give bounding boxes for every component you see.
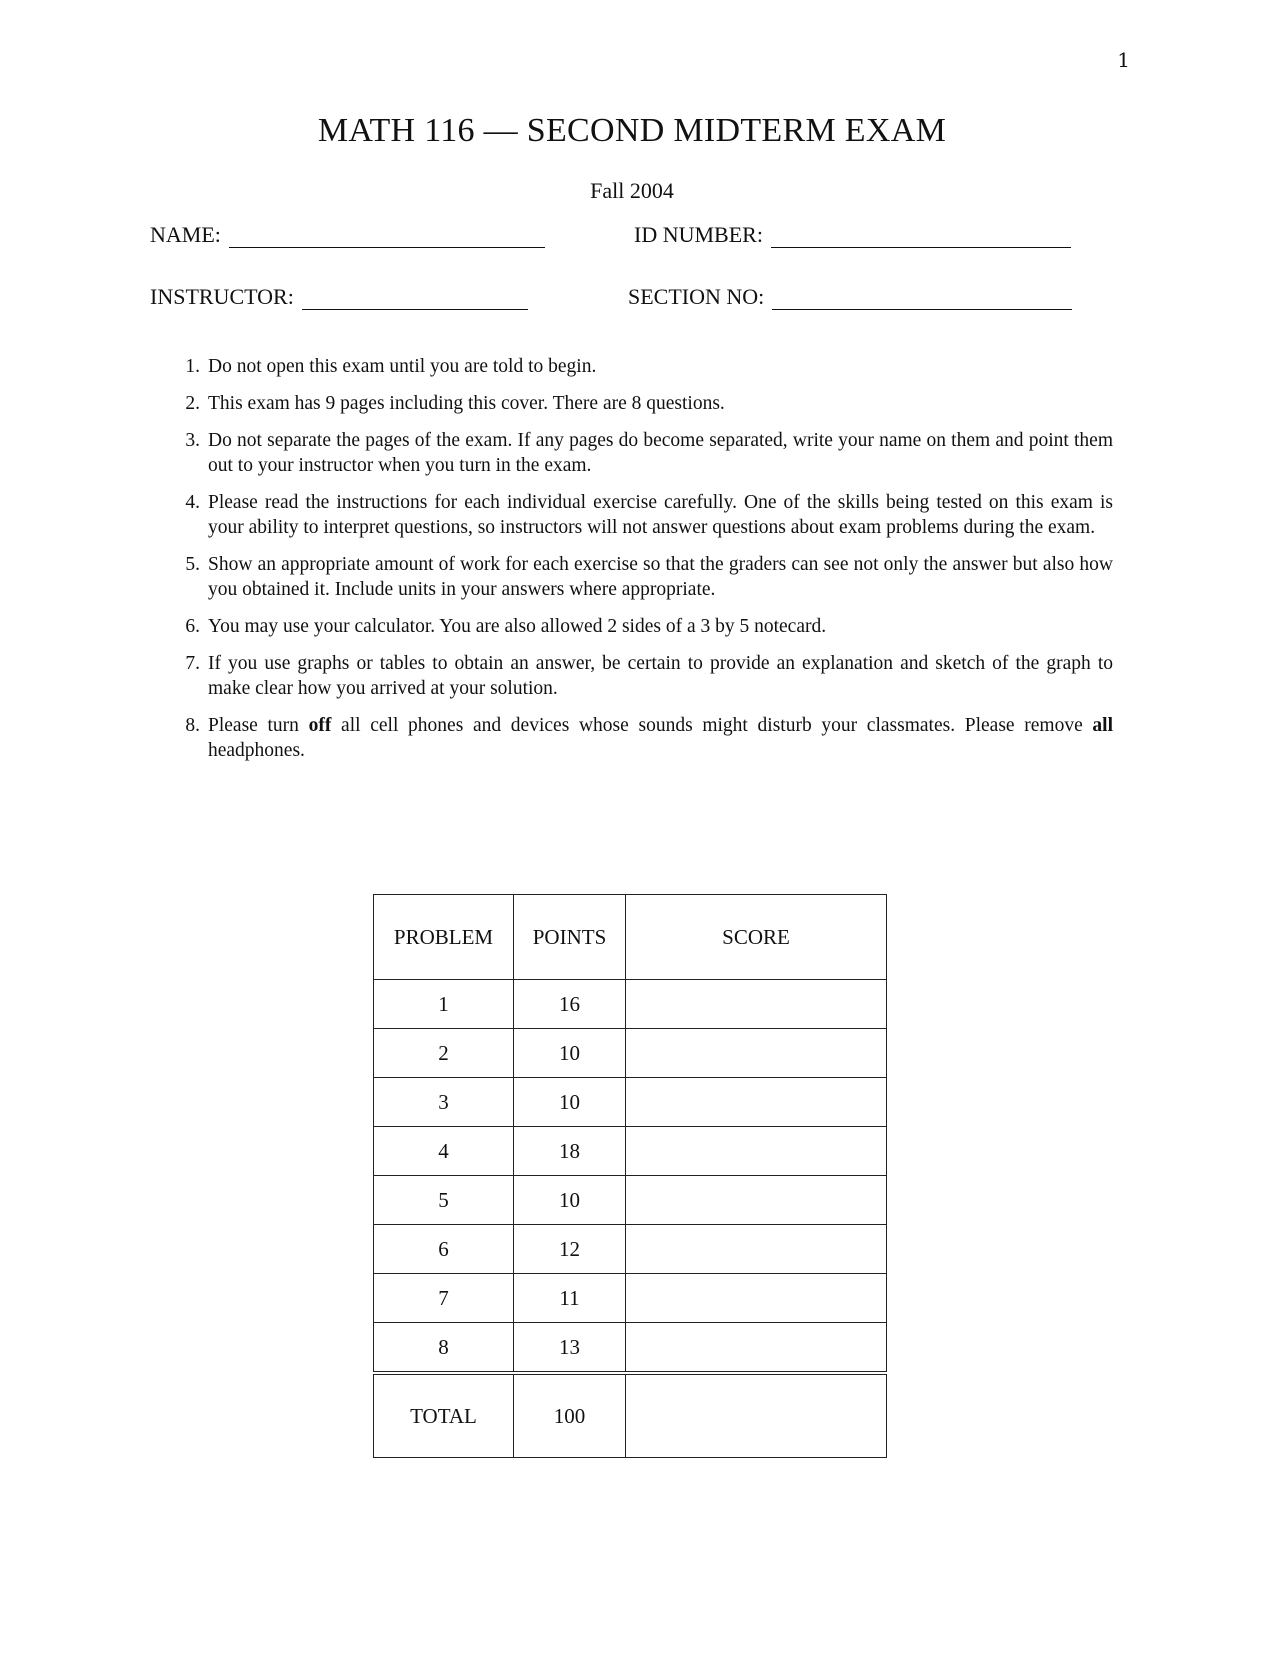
instruction-item bbox=[176, 490, 1113, 540]
points-cell: 11 bbox=[514, 1274, 626, 1323]
problem-cell: 4 bbox=[374, 1127, 514, 1176]
score-cell[interactable] bbox=[626, 1274, 887, 1323]
points-cell: 12 bbox=[514, 1225, 626, 1274]
score-cell[interactable] bbox=[626, 1323, 887, 1374]
id-number-label: ID NUMBER: bbox=[634, 222, 763, 247]
instruction-item bbox=[176, 713, 1113, 763]
table-row bbox=[374, 1274, 887, 1323]
instructor-field[interactable] bbox=[150, 284, 528, 310]
id-number-blank-line[interactable] bbox=[771, 229, 1071, 248]
instruction-text: Do not separate the pages of the exam. If any pages do become separated, write your name on them and point them out to your instructor when you turn in the exam. bbox=[208, 430, 1113, 476]
problem-cell: 8 bbox=[374, 1323, 514, 1374]
section-no-label: SECTION NO: bbox=[628, 284, 765, 309]
problem-cell: 1 bbox=[374, 980, 514, 1029]
instruction-number: 7. bbox=[185, 653, 200, 674]
section-no-field[interactable] bbox=[628, 284, 1072, 310]
instructions-list bbox=[176, 354, 1113, 775]
instruction-emphasis-all: all bbox=[1092, 715, 1113, 736]
instruction-item bbox=[176, 428, 1113, 478]
instruction-number: 1. bbox=[185, 356, 200, 377]
instruction-text: This exam has 9 pages including this cover. There are 8 questions. bbox=[208, 393, 725, 414]
score-cell[interactable] bbox=[626, 1078, 887, 1127]
table-header-row bbox=[374, 895, 887, 980]
instruction-text: If you use graphs or tables to obtain an answer, be certain to provide an explanation and sketch of the graph to make clear how you arrived at your solution. bbox=[208, 653, 1113, 699]
points-cell: 16 bbox=[514, 980, 626, 1029]
table-row bbox=[374, 1078, 887, 1127]
instruction-emphasis-off: off bbox=[308, 715, 332, 736]
table-row bbox=[374, 1225, 887, 1274]
instruction-item bbox=[176, 552, 1113, 602]
instructor-label: INSTRUCTOR: bbox=[150, 284, 294, 309]
table-row bbox=[374, 980, 887, 1029]
section-no-blank-line[interactable] bbox=[772, 291, 1072, 310]
instruction-item bbox=[176, 354, 1113, 379]
total-score-cell[interactable] bbox=[626, 1373, 887, 1458]
instruction-number: 2. bbox=[185, 393, 200, 414]
name-blank-line[interactable] bbox=[229, 229, 545, 248]
table-row bbox=[374, 1323, 887, 1374]
table-row bbox=[374, 1127, 887, 1176]
problem-cell: 6 bbox=[374, 1225, 514, 1274]
points-cell: 10 bbox=[514, 1029, 626, 1078]
exam-term: Fall 2004 bbox=[590, 178, 674, 203]
page-number: 1 bbox=[1117, 48, 1130, 72]
problem-cell: 2 bbox=[374, 1029, 514, 1078]
total-label-cell: TOTAL bbox=[374, 1373, 514, 1458]
points-cell: 18 bbox=[514, 1127, 626, 1176]
instruction-text: Show an appropriate amount of work for each exercise so that the graders can see not only the answer but also how you obtained it. Include units in your answers where appropriate. bbox=[208, 554, 1113, 600]
exam-title: MATH 116 — SECOND MIDTERM EXAM bbox=[317, 112, 947, 149]
score-table bbox=[373, 894, 887, 1458]
instruction-text-part: Please turn bbox=[208, 715, 309, 736]
instruction-text: Please read the instructions for each individual exercise carefully. One of the skills being tested on this exam is your ability to interpret questions, so instructors will not answer questions about exam problems during the exam. bbox=[208, 492, 1113, 538]
score-cell[interactable] bbox=[626, 1176, 887, 1225]
name-field[interactable] bbox=[150, 222, 545, 248]
instruction-item bbox=[176, 614, 1113, 639]
score-cell[interactable] bbox=[626, 1127, 887, 1176]
instruction-text: Do not open this exam until you are told to begin. bbox=[208, 356, 597, 377]
instruction-item bbox=[176, 651, 1113, 701]
instruction-number: 8. bbox=[185, 715, 200, 736]
table-row bbox=[374, 1029, 887, 1078]
points-cell: 10 bbox=[514, 1176, 626, 1225]
id-number-field[interactable] bbox=[634, 222, 1071, 248]
instruction-number: 6. bbox=[185, 616, 200, 637]
total-points-cell: 100 bbox=[514, 1373, 626, 1458]
instruction-text-part: headphones. bbox=[208, 740, 305, 761]
problem-cell: 5 bbox=[374, 1176, 514, 1225]
table-row bbox=[374, 1176, 887, 1225]
problem-cell: 7 bbox=[374, 1274, 514, 1323]
instruction-text-part: all cell phones and devices whose sounds might disturb your classmates. Please remove bbox=[331, 715, 1093, 736]
score-cell[interactable] bbox=[626, 1225, 887, 1274]
instruction-item bbox=[176, 391, 1113, 416]
total-row bbox=[374, 1373, 887, 1458]
points-cell: 10 bbox=[514, 1078, 626, 1127]
instructor-blank-line[interactable] bbox=[302, 291, 528, 310]
score-cell[interactable] bbox=[626, 980, 887, 1029]
problem-cell: 3 bbox=[374, 1078, 514, 1127]
column-header-problem: PROBLEM bbox=[374, 895, 514, 980]
points-cell: 13 bbox=[514, 1323, 626, 1374]
instruction-number: 5. bbox=[185, 554, 200, 575]
name-label: NAME: bbox=[150, 222, 221, 247]
column-header-score: SCORE bbox=[626, 895, 887, 980]
column-header-points: POINTS bbox=[514, 895, 626, 980]
instruction-text: You may use your calculator. You are also allowed 2 sides of a 3 by 5 notecard. bbox=[208, 616, 827, 637]
score-cell[interactable] bbox=[626, 1029, 887, 1078]
instruction-number: 3. bbox=[185, 430, 200, 451]
instruction-number: 4. bbox=[185, 492, 200, 513]
